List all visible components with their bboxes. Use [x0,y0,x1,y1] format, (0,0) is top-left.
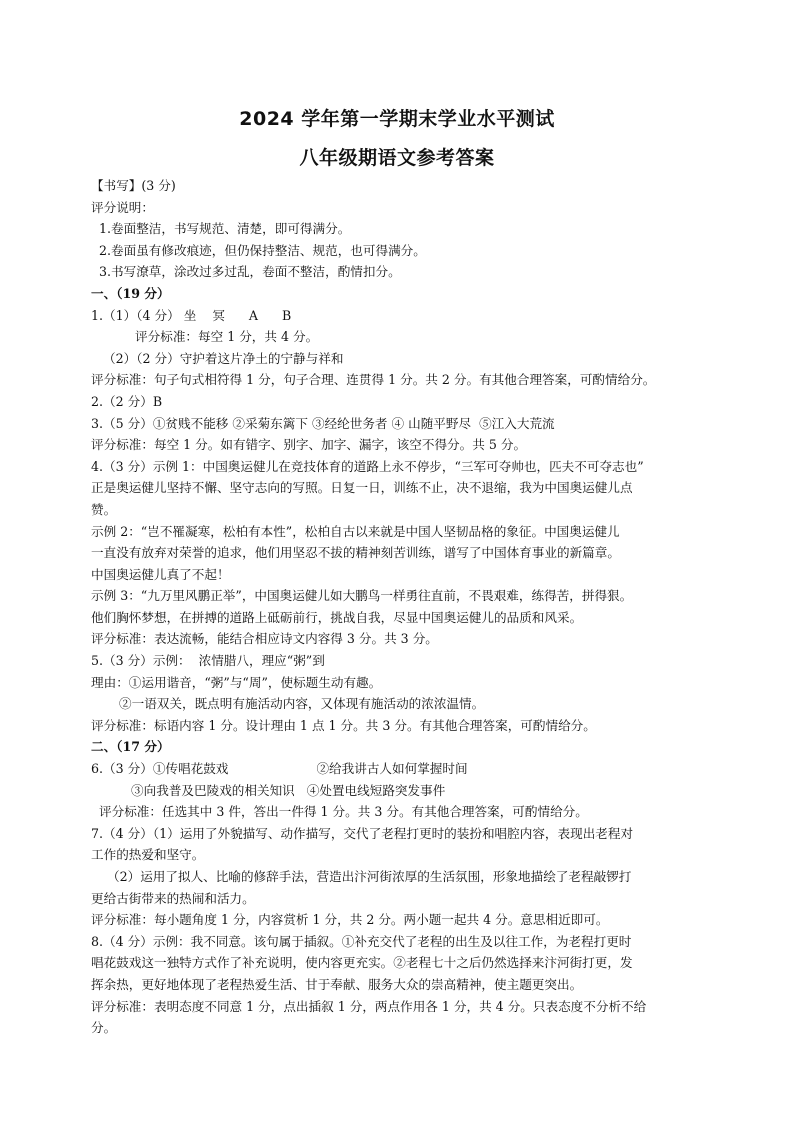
text-line: 8.（4 分）示例：我不同意。该句属于插叙。①补充交代了老程的出生及以往工作，为老程打更时 [91,933,632,949]
text-line: 正是奥运健儿坚持不懈、坚守志向的写照。日复一日，训练不止，决不退缩，我为中国奥运健儿点 [91,480,633,496]
text-line: 理由：①运用谐音，“粥”与“周”，使标题生动有趣。 [91,674,382,690]
text-line: 3.书写潦草，涂改过多过乱，卷面不整洁，酌情扣分。 [91,264,401,280]
text-line: （2）（2 分）守护着这片净土的宁静与祥和 [91,350,344,366]
text-line: 评分标准：标语内容 1 分。设计理由 1 点 1 分。共 3 分。有其他合理答案，可酌情给分。 [91,717,596,733]
text-line: 4.（3 分）示例 1：中国奥运健儿在竞技体育的道路上永不停步，“三军可夺帅也，匹夫不可夺志也” [91,458,644,474]
text-line: 2.（2 分）B [91,393,163,409]
text-line: 7.（4 分）（1）运用了外貌描写、动作描写，交代了老程打更时的装扮和唱腔内容，表现出老程对 [91,825,634,841]
text-line: 他们胸怀梦想，在拼搏的道路上砥砺前行，挑战自我，尽显中国奥运健儿的品质和风采。 [91,609,583,625]
text-line: 示例 2：“岂不罹凝寒，松柏有本性”，松柏自古以来就是中国人坚韧品格的象征。中国奥运健儿 [91,523,620,539]
document-body [91,175,703,1039]
text-line: 评分标准：每空 1 分。如有错字、别字、加字、漏字，该空不得分。共 5 分。 [91,437,527,453]
text-line: 6.（3 分）①传唱花鼓戏 ②给我讲古人如何掌握时间 [91,761,468,777]
text-line: 评分标准：表达流畅，能结合相应诗文内容得 3 分。共 3 分。 [91,631,438,647]
text-line: 分。 [91,1020,117,1036]
page-title: 2024 学年第一学期末学业水平测试 [239,108,555,130]
text-line: 3.（5 分）①贫贱不能移 ②采菊东篱下 ③经纶世务者 ④ 山随平野尽 ⑤江入大荒流 [91,415,555,431]
text-line: 中国奥运健儿真了不起！ [91,566,230,582]
text-line: 1.卷面整洁，书写规范、清楚，即可得满分。 [91,221,351,237]
section-heading-writing: 【书写】(3 分) [91,178,176,193]
text-line: 5.（3 分）示例： 浓情腊八，理应“粥”到 [91,653,325,669]
text-line: 评分说明： [91,199,154,215]
text-line: 评分标准：句子句式相符得 1 分，句子合理、连贯得 1 分。共 2 分。有其他合理答案，可酌情给分。 [91,372,656,388]
text-line: 1.（1）（4 分） 坐 冥 A B [91,307,292,323]
text-line: 一直没有放弃对荣誉的追求，他们用坚忍不拔的精神刻苦训练，谱写了中国体育事业的新篇章。 [91,545,620,561]
text-line: 挥余热，更好地体现了老程热爱生活、甘于奉献、服务大众的崇高精神，使主题更突出。 [91,976,583,992]
text-line: 更给古街带来的热闹和活力。 [91,890,255,906]
text-line: 工作的热爱和坚守。 [91,847,205,863]
section-heading-part-2: 二、（17 分） [91,739,170,755]
text-line: 唱花鼓戏这一独特方式作了补充说明，使内容更充实。②老程七十之后仍然选择来汴河街打更，发 [91,955,633,971]
text-line: ③向我普及巴陵戏的相关知识 ④处置电线短路突发事件 [91,782,446,798]
text-line: 示例 3：“九万里风鹏正举”，中国奥运健儿如大鹏鸟一样勇往直前，不畏艰难，练得苦，拼得狠。 [91,588,633,604]
text-line: 评分标准：每小题角度 1 分，内容赏析 1 分，共 2 分。两小题一起共 4 分。意思相近即可。 [91,912,609,928]
text-line: 评分标准：表明态度不同意 1 分，点出插叙 1 分，两点作用各 1 分，共 4 分。只表态度不分析不给 [91,998,647,1014]
text-line: 赞。 [91,501,117,517]
text-line: 评分标准：任选其中 3 件，答出一件得 1 分。共 3 分。有其他合理答案，可酌情给分。 [91,804,588,820]
text-line: ②一语双关，既点明有施活动内容，又体现有施活动的浓浓温情。 [91,696,485,712]
text-line: （2）运用了拟人、比喻的修辞手法，营造出汴河街浓厚的生活氛围，形象地描绘了老程敲锣打 [91,869,632,884]
text-line: 评分标准：每空 1 分，共 4 分。 [91,329,319,345]
text-line: 2.卷面虽有修改痕迹，但仍保持整洁、规范，也可得满分。 [91,242,426,258]
section-heading-part-1: 一、（19 分） [91,285,170,301]
page-subtitle: 八年级期语文参考答案 [299,147,495,169]
